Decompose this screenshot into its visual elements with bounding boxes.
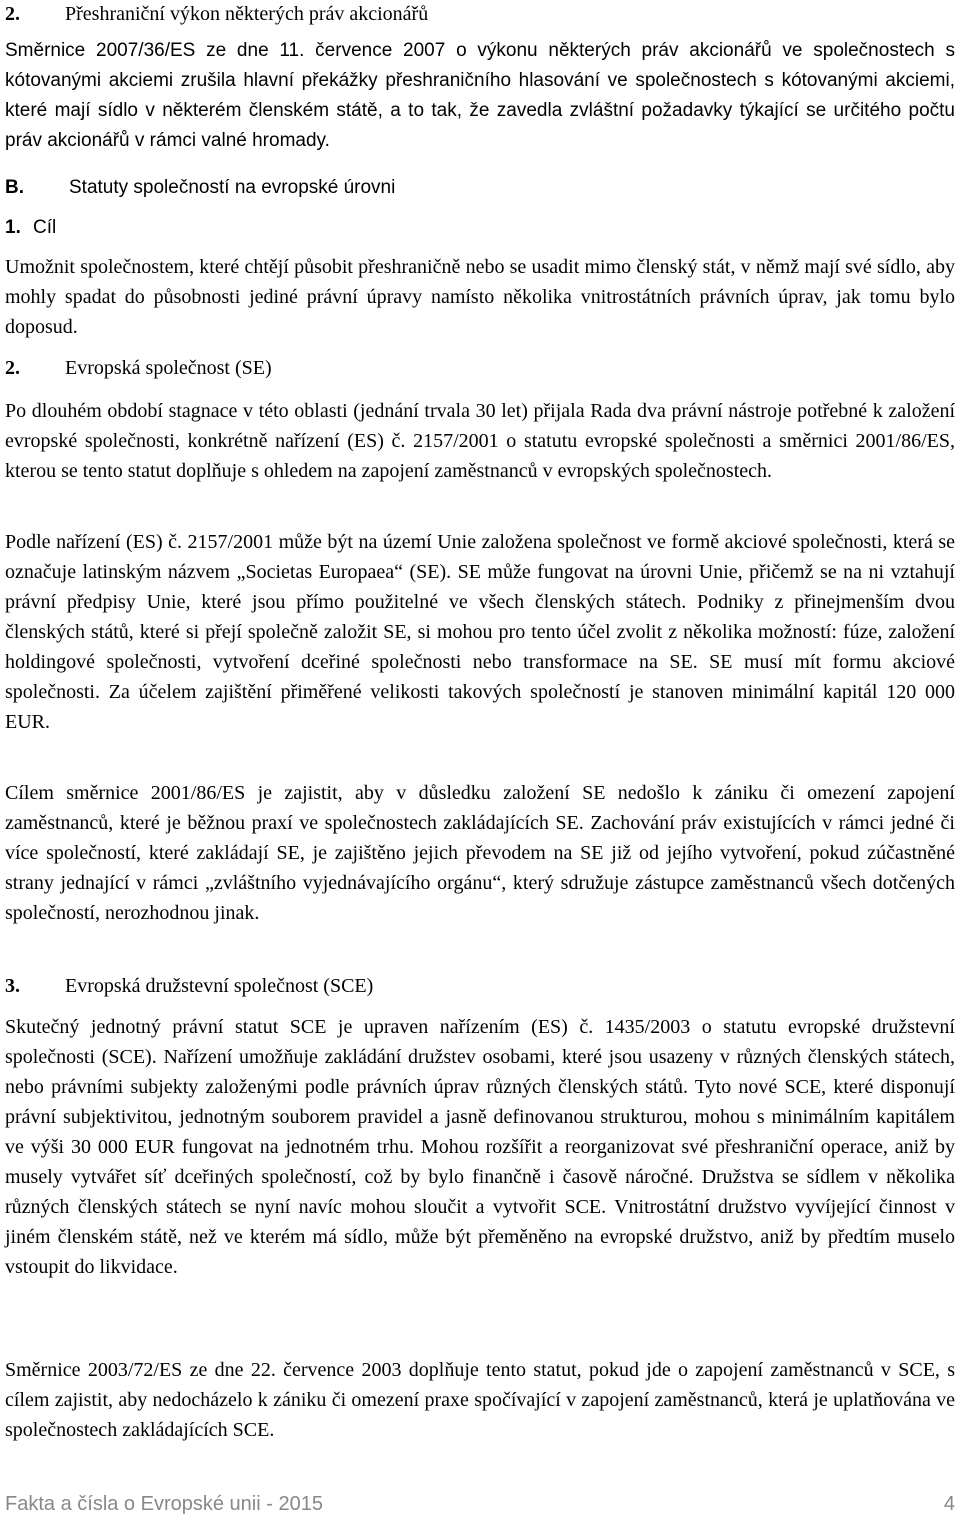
section-title: Statuty společností na evropské úrovni	[69, 177, 396, 198]
paragraph-goal: Umožnit společnostem, které chtějí působit přeshraničně nebo se usadit mimo členský stát, v němž mají své sídlo, aby mohly spadat do působnosti jediné právní úpravy namísto několika vnitrostátních právních úprav, jak tomu bylo doposud.	[5, 256, 955, 338]
section-heading-3	[5, 974, 373, 998]
paragraph-se-regulation: Podle nařízení (ES) č. 2157/2001 může být na území Unie založena společnost ve formě akciové společnosti, která se označuje latinským názvem „Societas Europaea“ (SE). SE může fungovat na úrovni Unie, přičemž se na ni vztahují právní předpisy Unie, které jsou přímo použitelné ve všech členských státech. Podniky z přinejmenším dvou členských států, které si přejí společně založit SE, si mohou pro tento účel zvolit z několika možností: fúze, založení holdingové společnosti, vytvoření dceřiné společnosti nebo transformace na SE. SE musí mít formu akciové společnosti. Za účelem zajištění přiměřené velikosti takových společností je stanoven minimální kapitál 120 000 EUR.	[5, 531, 955, 733]
section-title: Cíl	[33, 217, 57, 238]
section-number: 3.	[5, 975, 20, 997]
section-heading-1	[5, 216, 56, 240]
paragraph-sce-directive: Směrnice 2003/72/ES ze dne 22. července 2003 doplňuje tento statut, pokud jde o zapojení zaměstnanců v SCE, s cílem zajistit, aby nedocházelo k zániku či omezení praxe spočívající v zapojení zaměstnanců, která je uplatňována ve společnostech zakládajících SCE.	[5, 1359, 955, 1441]
section-heading-2	[5, 2, 428, 26]
section-number: 2.	[5, 3, 20, 25]
section-title: Evropská společnost (SE)	[65, 357, 272, 379]
section-number: B.	[5, 177, 24, 198]
page-number: 4	[943, 1493, 955, 1515]
paragraph-sce-regulation: Skutečný jednotný právní statut SCE je upraven nařízením (ES) č. 1435/2003 o statutu evropské družstevní společnosti (SCE). Nařízení umožňuje zakládání družstev osobami, které jsou usazeny v různých členských státech, nebo právními subjekty založenými podle právních úprav různých členských států. Tyto nové SCE, které disponují právní subjektivitou, jednotným souborem pravidel a jasně definovanou strukturou, mohou s minimálním kapitálem ve výši 30 000 EUR fungovat na jednotném trhu. Mohou rozšířit a reorganizovat své přeshraniční operace, aniž by musely vytvářet síť dceřiných společností, což by bylo finančně i časově náročné. Družstva se sídlem v několika různých členských státech se nyní navíc mohou sloučit a vytvořit SCE. Vnitrostátní družstvo vyvíjející činnost v jiném členském státě, než ve kterém má sídlo, může být přeměněno na evropské družstvo, aniž by předtím muselo vstoupit do likvidace.	[5, 1016, 955, 1278]
section-number: 2.	[5, 357, 20, 379]
section-title: Přeshraniční výkon některých práv akcionářů	[65, 3, 429, 25]
paragraph-shareholder-rights: Směrnice 2007/36/ES ze dne 11. července 2007 o výkonu některých práv akcionářů ve společnostech s kótovanými akciemi zrušila hlavní překážky přeshraničního hlasování ve společnostech s kótovanými akciemi, které mají sídlo v některém členském státě, a to tak, že zavedla zvláštní požadavky týkající se určitého počtu práv akcionářů v rámci valné hromady.	[5, 40, 955, 151]
paragraph-se-intro: Po dlouhém období stagnace v této oblasti (jednání trvala 30 let) přijala Rada dva právní nástroje potřebné k založení evropské společnosti, konkrétně nařízení (ES) č. 2157/2001 o statutu evropské společnosti a směrnici 2001/86/ES, kterou se tento statut doplňuje s ohledem na zapojení zaměstnanců v evropských společnostech.	[5, 400, 955, 482]
section-heading-B	[5, 176, 395, 200]
page-footer	[5, 1493, 955, 1521]
section-heading-2-se	[5, 356, 272, 380]
footer-title: Fakta a čísla o Evropské unii - 2015	[5, 1493, 323, 1515]
paragraph-se-directive: Cílem směrnice 2001/86/ES je zajistit, aby v důsledku založení SE nedošlo k zániku či omezení zapojení zaměstnanců, které je běžnou praxí ve společnostech zakládajících SE. Zachování práv existujících v rámci jedné či více společností, které zakládají SE, je zajištěno jejich převodem na SE již od jejího vytvoření, pokud zúčastněné strany jednající v rámci „zvláštního vyjednávajícího orgánu“, který sdružuje zástupce zaměstnanců všech dotčených společností, nerozhodnou jinak.	[5, 782, 955, 924]
section-number: 1.	[5, 217, 21, 238]
section-title: Evropská družstevní společnost (SCE)	[65, 975, 374, 997]
